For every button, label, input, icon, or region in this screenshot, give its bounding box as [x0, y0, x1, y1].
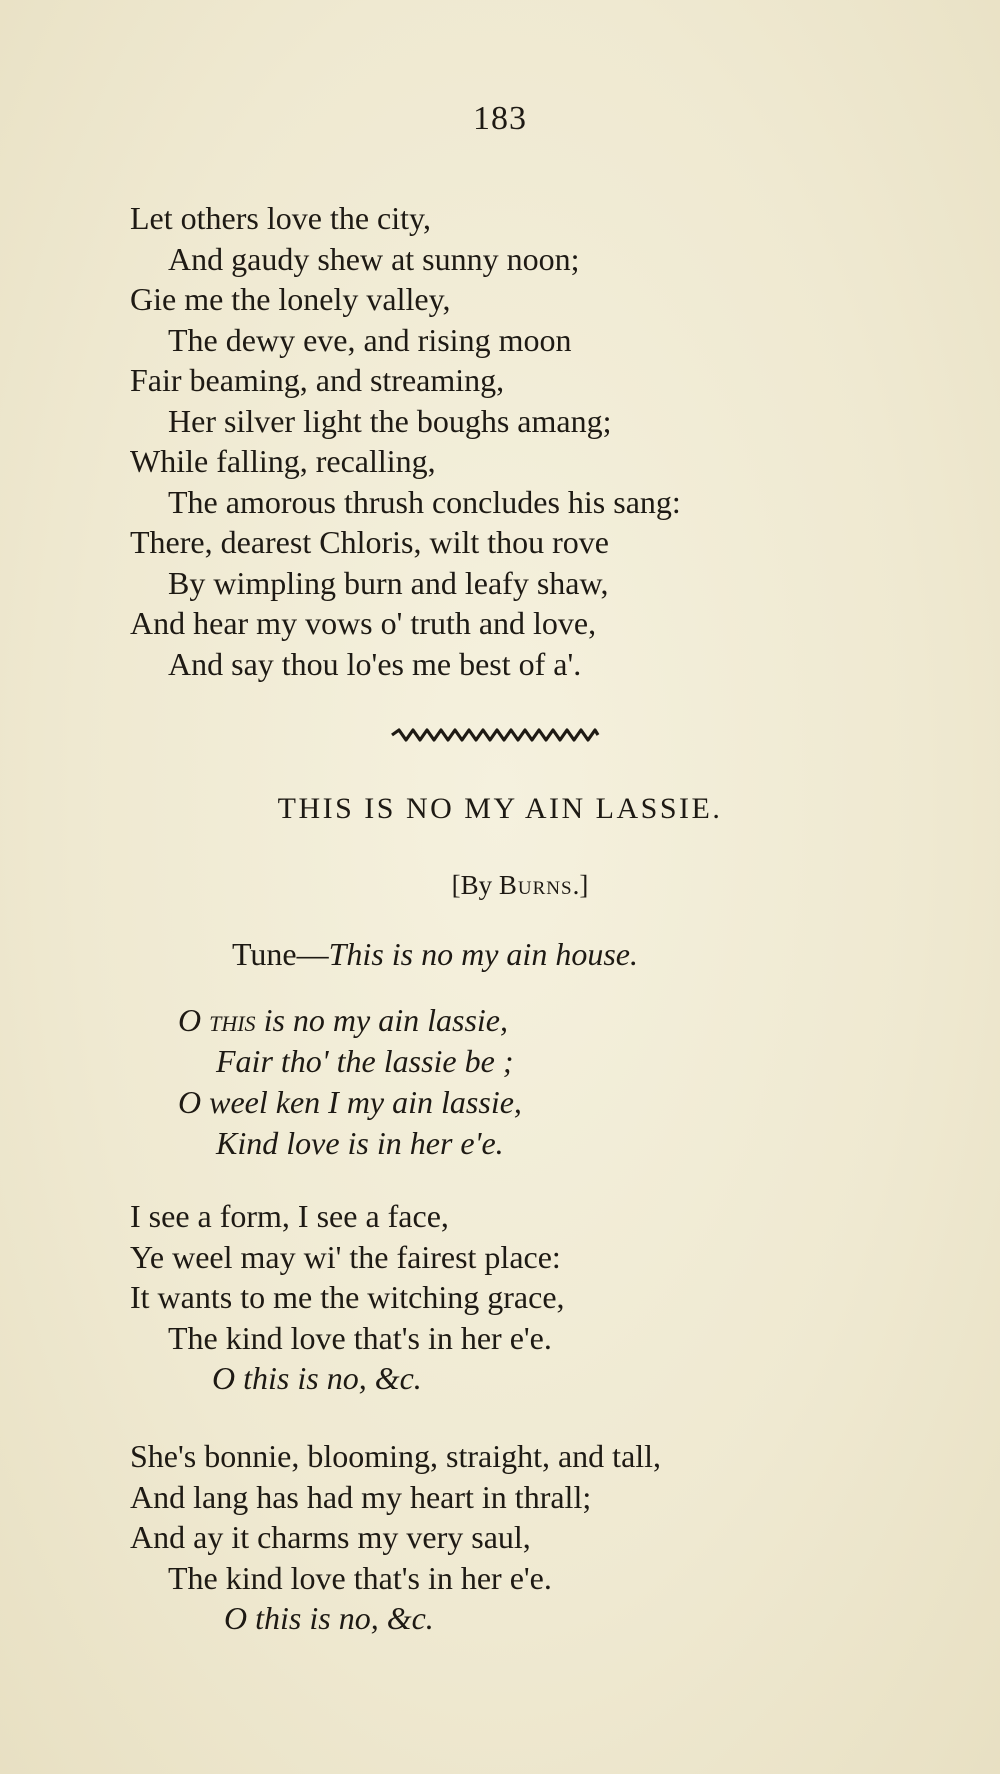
verse-line: The kind love that's in her e'e. [168, 1319, 552, 1356]
refrain-line: O this is no, &c. [224, 1600, 434, 1636]
tune-label: Tune— [232, 936, 329, 972]
verse-line: The amorous thrush concludes his sang: [168, 483, 681, 520]
wavy-rule-ornament-icon [390, 728, 600, 742]
stanza-2 [130, 1196, 950, 1399]
chorus [178, 1000, 998, 1164]
tune-line [232, 936, 638, 973]
verse-line: And ay it charms my very saul, [130, 1519, 531, 1555]
verse-line: O weel ken I my ain lassie, [178, 1084, 522, 1120]
verse-line: Fair beaming, and streaming, [130, 362, 505, 398]
verse-line: Let others love the city, [130, 200, 431, 236]
verse-line: And say thou lo'es me best of a'. [168, 645, 582, 682]
verse-line: She's bonnie, blooming, straight, and tall, [130, 1438, 662, 1474]
song-title: THIS IS NO MY AIN LASSIE. [277, 792, 723, 825]
verse-line: While falling, recalling, [130, 443, 436, 479]
verse-line: And lang has had my heart in thrall; [130, 1478, 592, 1515]
verse-line: Ye weel may wi' the fairest place: [130, 1238, 561, 1275]
verse-line: Her silver light the boughs amang; [168, 402, 612, 439]
verse-line: I see a form, I see a face, [130, 1198, 449, 1234]
stanza-3 [130, 1436, 950, 1639]
stanza-1 [130, 198, 950, 684]
verse-line: By wimpling burn and leafy shaw, [168, 564, 609, 601]
verse-line: Fair tho' the lassie be ; [216, 1043, 514, 1079]
verse-line: And gaudy shew at sunny noon; [168, 240, 580, 277]
verse-line: There, dearest Chloris, wilt thou rove [130, 524, 609, 560]
verse-line: It wants to me the witching grace, [130, 1279, 565, 1315]
chorus-line-first [178, 1000, 998, 1041]
refrain-line: O this is no, &c. [212, 1360, 422, 1396]
chorus-first-caps: this [209, 1002, 256, 1038]
byline-close-bracket: .] [572, 870, 589, 900]
chorus-first-rest: is no my ain lassie, [255, 1002, 508, 1038]
verse-line: Kind love is in her e'e. [216, 1125, 504, 1161]
byline [0, 870, 1000, 901]
page-number: 183 [473, 100, 527, 137]
tune-name: This is no my ain house. [328, 936, 638, 972]
verse-line: The kind love that's in her e'e. [168, 1559, 552, 1596]
verse-line: The dewy eve, and rising moon [168, 321, 572, 358]
verse-line: Gie me the lonely valley, [130, 281, 451, 317]
chorus-first-word: O [178, 1002, 202, 1038]
verse-line: And hear my vows o' truth and love, [130, 605, 597, 641]
byline-open-bracket: [ [451, 870, 461, 900]
byline-by: By [460, 870, 493, 900]
byline-author: Burns [498, 870, 573, 900]
